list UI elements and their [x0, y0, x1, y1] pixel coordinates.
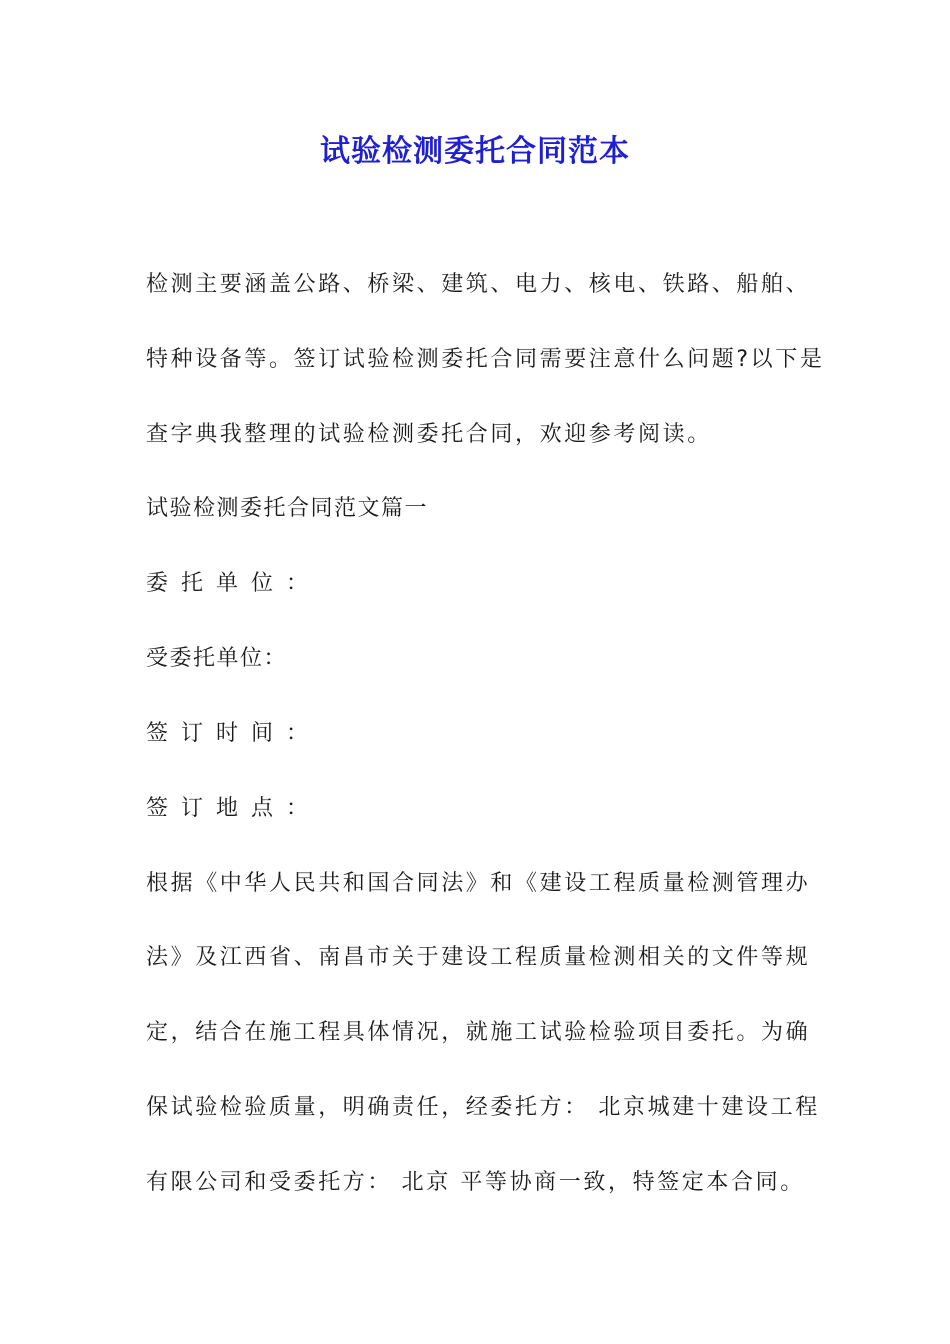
body-line-3: 定，结合在施工程具体情况，就施工试验检验项目委托。为确 [146, 1020, 811, 1045]
body-line-2: 法》及江西省、南昌市关于建设工程质量检测相关的文件等规 [146, 945, 811, 970]
intro-line-1: 检测主要涵盖公路、桥梁、建筑、电力、核电、铁路、船舶、 [146, 272, 811, 297]
body-line-5: 有限公司和受委托方： 北京 平等协商一致，特签定本合同。 [146, 1170, 805, 1195]
document-title: 试验检测委托合同范本 [320, 134, 630, 169]
field-client-unit: 委托单位： [146, 571, 322, 596]
field-trustee-unit: 受委托单位： [146, 646, 288, 671]
section-heading: 试验检测委托合同范文篇一 [146, 496, 429, 521]
body-line-1: 根据《中华人民共和国合同法》和《建设工程质量检测管理办 [146, 871, 811, 896]
body-line-4: 保试验检验质量，明确责任，经委托方： 北京城建十建设工程 [146, 1095, 820, 1120]
field-sign-time: 签订时间： [146, 721, 322, 746]
field-sign-place: 签订地点： [146, 796, 322, 821]
intro-line-2: 特种设备等。签订试验检测委托合同需要注意什么问题?以下是 [146, 347, 825, 372]
intro-line-3: 查字典我整理的试验检测委托合同，欢迎参考阅读。 [146, 422, 712, 447]
